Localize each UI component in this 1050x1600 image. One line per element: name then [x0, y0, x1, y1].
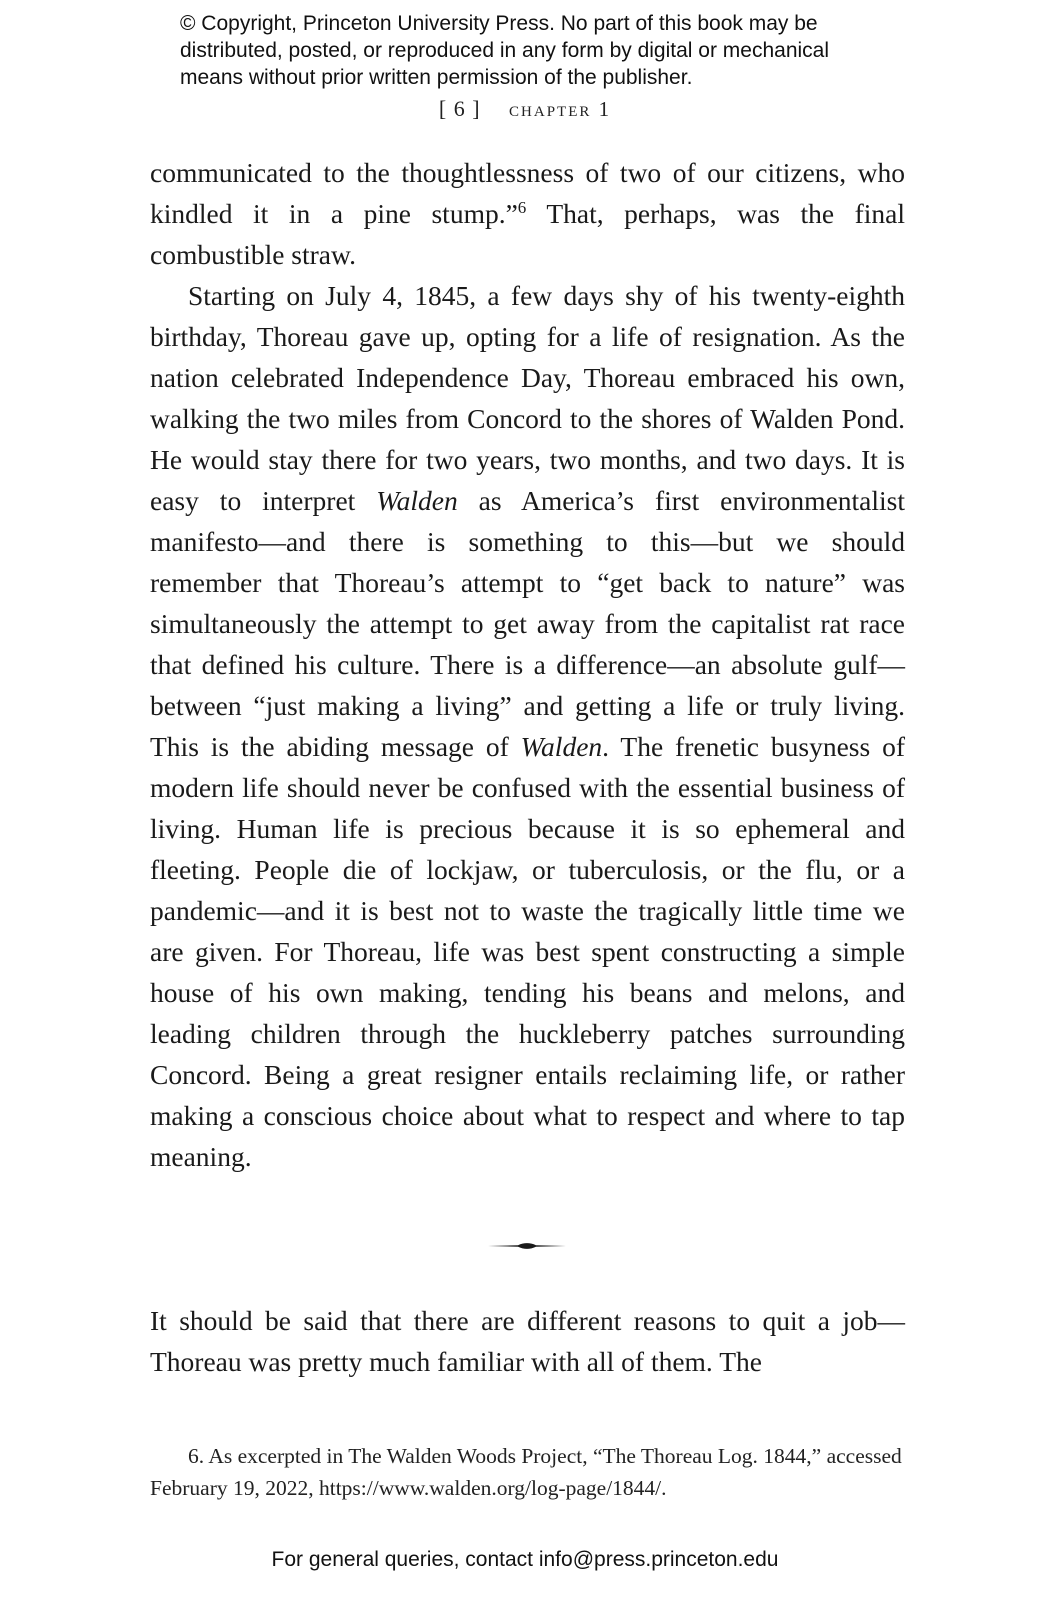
paragraph-2-text-b: as America’s first environmentalist manifesto—and there is something to this—but we should remember that Thoreau’s attempt to “get back to nature” was simultaneously the attempt to get away from the capitalist rat race that defined his culture. There is a difference—an absolute gulf—between “just making a living” and getting a life or truly living. This is the abiding message of [150, 485, 906, 762]
copyright-line-3: means without prior written permission of the publisher. [180, 66, 693, 89]
section-break-ornament [488, 1240, 566, 1252]
paragraph-2-text-a: Starting on July 4, 1845, a few days shy of his twenty-eighth birthday, Thoreau gave up, opting for a life of resignation. As the nation celebrated Independence Day, Thoreau embraced his own, walking the two miles from Concord to the shores of Walden Pond. He would stay there for two years, two months, and two days. It is easy to interpret [150, 280, 905, 516]
paragraph-2-title-2: Walden [520, 731, 603, 762]
copyright-notice [180, 10, 940, 91]
paragraph-1-text-a: communicated to the thoughtlessness of two of our citizens, who kindled it in a pine stump.” [150, 157, 905, 229]
footnote-6: 6. As excerpted in The Walden Woods Project, “The Thoreau Log. 1844,” accessed February 19, 2022, https://www.walden.org/log-page/1844/. [150, 1444, 902, 1500]
chapter-label: chapter 1 [509, 97, 612, 121]
copyright-line-2: distributed, posted, or reproduced in any form by digital or mechanical [180, 39, 830, 62]
footer-contact: For general queries, contact info@press.princeton.edu [271, 1548, 779, 1571]
paragraph-1 [150, 152, 905, 275]
copyright-line-1: © Copyright, Princeton University Press. No part of this book may be [180, 12, 818, 35]
main-text-continued [150, 1300, 905, 1382]
page-number: [ 6 ] [438, 96, 481, 121]
footnote [150, 1440, 905, 1504]
paragraph-2-text-c: . The frenetic busyness of modern life should never be confused with the essential business of living. Human life is precious because it is so ephemeral and fleeting. People die of lockjaw, or tuberculosis, or the flu, or a pandemic—and it is best not to waste the tragically little time we are given. For Thoreau, life was best spent constructing a simple house of his own making, tending his beans and melons, and leading children through the huckleberry patches surrounding Concord. Being a great resigner entails reclaiming life, or rather making a conscious choice about what to respect and where to tap meaning. [150, 731, 905, 1172]
footnote-reference[interactable]: 6 [517, 198, 527, 217]
running-head [0, 96, 1050, 122]
paragraph-2 [150, 275, 905, 1177]
main-text [150, 152, 905, 1177]
paragraph-2-title-1: Walden [376, 485, 458, 516]
paragraph-3: It should be said that there are different reasons to quit a job—Thoreau was pretty much familiar with all of them. The [150, 1305, 905, 1377]
paragraph-1-text-b: That, perhaps, was the final combustible straw. [150, 198, 905, 270]
